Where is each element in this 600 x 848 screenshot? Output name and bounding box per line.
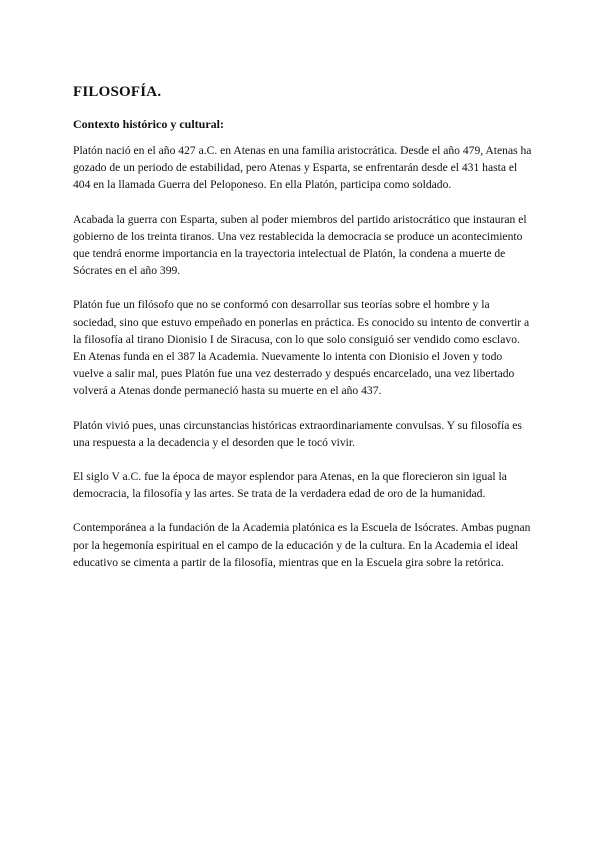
paragraph-4: Platón vivió pues, unas circunstancias históricas extraordinariamente convulsas. Y su filosofía es una respuesta a la decadencia y el desorden que le tocó vivir. xyxy=(73,418,522,449)
paragraph-5: El siglo V a.C. fue la época de mayor esplendor para Atenas, en la que florecieron sin igual la democracia, la filosofía y las artes. Se trata de la verdadera edad de oro de la humanidad. xyxy=(73,470,507,501)
paragraph-1: Platón nació en el año 427 a.C. en Atenas en una familia aristocrática. Desde el año 479, Atenas ha gozado de un periodo de estabilidad, pero Atenas y Esparta, se enfrentarán desde el 431 hasta el 404 en la llamada Guerra del Peloponeso. En ella Platón, participa como soldado. xyxy=(73,144,532,192)
paragraph-6: Contemporánea a la fundación de la Academia platónica es la Escuela de Isócrates. Ambas pugnan por la hegemonía espiritual en el campo de la educación y de la cultura. En la Academia el ideal educativo se cimenta a partir de la filosofía, mientras que en la Escuela gira sobre la retórica. xyxy=(73,521,531,569)
document-page xyxy=(73,84,533,588)
paragraph-3: Platón fue un filósofo que no se conformó con desarrollar sus teorías sobre el hombre y la sociedad, sino que estuvo empeñado en ponerlas en práctica. Es conocido su intento de convertir a la filosofía al tirano Dionisio I de Siracusa, con lo que solo consiguió ser vendido como esclavo. En Atenas funda en el 387 la Academia. Nuevamente lo intenta con Dionisio el Joven y todo vuelve a salir mal, pues Platón fue una vez desterrado y después encarcelado, una vez libertado volverá a Atenas donde permaneció hasta su muerte en el año 437. xyxy=(73,298,530,398)
paragraph-2: Acabada la guerra con Esparta, suben al poder miembros del partido aristocrático que instauran el gobierno de los treinta tiranos. Una vez restablecida la democracia se produce un acontecimiento que tendrá enorme importancia en la trayectoria intelectual de Platón, la condena a muerte de Sócrates en el año 399. xyxy=(73,212,527,278)
section-subtitle: Contexto histórico y cultural: xyxy=(73,117,224,131)
document-title: FILOSOFÍA. xyxy=(73,84,162,100)
